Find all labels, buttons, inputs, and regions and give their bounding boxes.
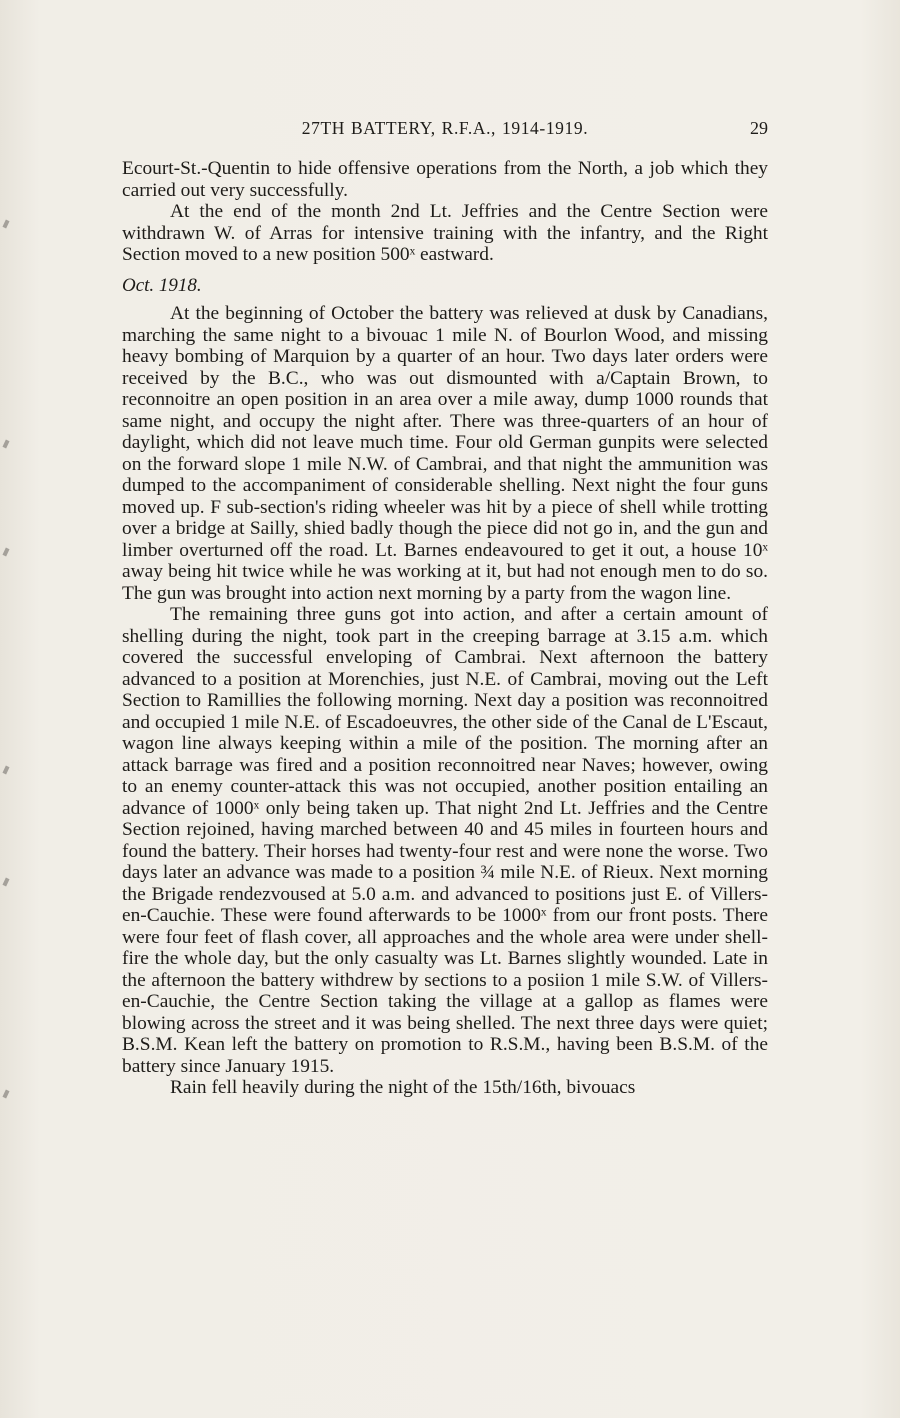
section-heading: Oct. 1918. [122, 274, 202, 296]
paragraph: The remaining three guns got into action, and after a certain amount of shelling during the night, took part in the creeping barrage at 3.15 a.m. which covered the successful enveloping of Cambrai. Next afternoon the battery advanced to a position at Morenchies, just N.E. of Cambrai, moving out the Left Section to Ramillies the following morning. Next day a position was reconnoitred and occupied 1 mile N.E. of Escadoeuvres, the other side of the Canal de L'Escaut, wagon line always keeping within a mile of the position. The morning after an attack barrage was fired and a position reconnoitred near Naves; however, owing to an enemy counter-attack this was not occupied, another position entailing an advance of 1000ˣ only being taken up. That night 2nd Lt. Jeffries and the Centre Section rejoined, having marched between 40 and 45 miles in fourteen hours and found the battery. Their horses had twenty-four rest and were none the worse. Two days later an advance was made to a position ¾ mile N.E. of Rieux. Next morning the Brigade rendezvoused at 5.0 a.m. and advanced to positions just E. of Villers-en-Cauchie. These were found afterwards to be 1000ˣ from our front posts. There were four feet of flash cover, all approaches and the whole area were under shell-fire the whole day, but the only casualty was Lt. Barnes slightly wounded. Late in the afternoon the battery withdrew by sections to a posiion 1 mile S.W. of Villers-en-Cauchie, the Centre Section taking the village at a gallop as flames were blowing across the street and it was being shelled. The next three days were quiet; B.S.M. Kean left the battery on promotion to R.S.M., having been B.S.M. of the battery since January 1915. [122, 604, 768, 1077]
edge-mark [2, 1090, 9, 1099]
running-head: 27TH BATTERY, R.F.A., 1914-1919. [301, 118, 589, 138]
edge-mark [2, 548, 9, 557]
page-number: 29 [750, 118, 768, 138]
body-text [122, 158, 768, 1099]
paragraph: At the beginning of October the battery was relieved at dusk by Canadians, marching the same night to a bivouac 1 mile N. of Bourlon Wood, and missing heavy bombing of Marquion by a quarter of an hour. Two days later orders were received by the B.C., who was out dismounted with a/Captain Brown, to reconnoitre an open position in an area over a mile away, dump 1000 rounds that same night, and occupy the night after. There was three-quarters of an hour of daylight, which did not leave much time. Four old German gunpits were selected on the forward slope 1 mile N.W. of Cambrai, and that night the ammunition was dumped to the accompaniment of considerable shelling. Next night the four guns moved up. F sub-section's riding wheeler was hit by a piece of shell while trotting over a bridge at Sailly, shied badly though the piece did not go in, and the gun and limber overturned off the road. Lt. Barnes endeavoured to get it out, a house 10ˣ away being hit twice while he was working at it, but had not enough men to do so. The gun was brought into action next morning by a party from the wagon line. [122, 303, 768, 604]
paragraph: At the end of the month 2nd Lt. Jeffries and the Centre Section were withdrawn W. of Arras for intensive training with the infantry, and the Right Section moved to a new position 500ˣ eastward. [122, 201, 768, 265]
edge-mark [2, 766, 9, 775]
page-header [122, 118, 768, 144]
paragraph: Rain fell heavily during the night of the 15th/16th, bivouacs [170, 1077, 636, 1098]
paragraph: Ecourt-St.-Quentin to hide offensive operations from the North, a job which they carried out very successfully. [122, 158, 768, 201]
edge-mark [2, 440, 9, 449]
edge-mark [2, 878, 9, 887]
edge-mark [2, 220, 9, 229]
